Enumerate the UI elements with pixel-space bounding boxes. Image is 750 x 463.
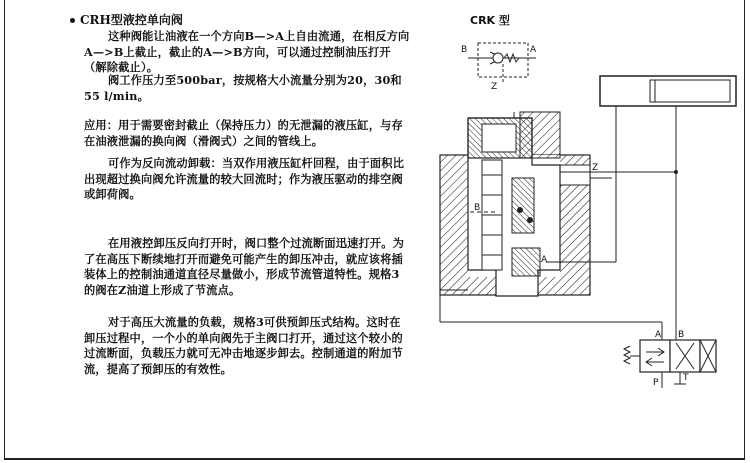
valve-label-b: B xyxy=(678,330,685,340)
symbol-label-z: Z xyxy=(491,82,498,92)
port-label-z: Z xyxy=(592,163,599,173)
section-title: CRH型液控单向阀 xyxy=(70,11,183,28)
directional-valve-symbol xyxy=(624,330,716,388)
symbol-label-b: B xyxy=(461,45,468,55)
paragraph-pressure: 阀工作压力至500bar，按规格大小流量分别为20，30和55 l/min。 xyxy=(84,73,402,103)
paragraph-pilot-release: 在用液控卸压反向打开时，阀口整个过流断面迅速打开。为了在高压下断续地打开而避免可能产生的卸压冲击，就应该将插装体上的控制油通道直径尽量做小，形成节流管道特性。规格3的阀在Z油道上形成了节流点。 xyxy=(84,236,405,297)
paragraph-unloading: 可作为反向流动卸载：当双作用液压缸杆回程，由于面积比出现超过换向阀允许流量的较大回流时；作为液压驱动的排空阀或卸荷阀。 xyxy=(84,156,405,201)
paragraph-intro: 这种阀能让油液在一个方向B—>A上自由流通，在相反方向A—>B上截止，截止的A—>B方向，可以通过控制油压打开（解除截止）。 xyxy=(84,29,410,74)
valve-label-p: P xyxy=(653,378,659,388)
symbol-label-a: A xyxy=(530,45,537,55)
crk-title: CRK 型 xyxy=(470,14,510,27)
hydraulic-cylinder xyxy=(600,76,736,255)
paragraph-application: 应用：用于需要密封截止（保持压力）的无泄漏的液压缸，与存在油液泄漏的换向阀（滑阀式）之间的管线上。 xyxy=(84,118,403,148)
valve-label-a: A xyxy=(655,330,662,340)
valve-label-t: T xyxy=(683,373,689,383)
paragraph-pre-release: 对于高压大流量的负载，规格3可供预卸压式结构。这时在卸压过程中，一个小的单向阀先于主阀口打开，通过这个较小的过流断面，负载压力就可无冲击地逐步卸去。控制通道的附加节流，提高了预卸压的有效性。 xyxy=(84,315,403,376)
check-valve-symbol xyxy=(461,43,537,92)
port-label-a: A xyxy=(541,255,548,265)
port-label-b: B xyxy=(474,203,481,213)
manifold-block xyxy=(440,112,590,296)
